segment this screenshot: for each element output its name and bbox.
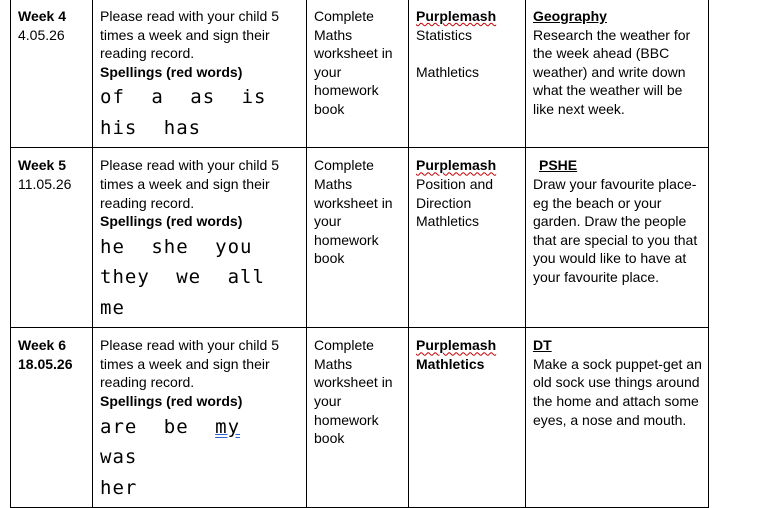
spelling-word: she <box>151 235 189 258</box>
spelling-word: be <box>163 415 189 438</box>
mathletics-label: Mathletics <box>416 63 480 80</box>
task-text: Draw your favourite place- eg the beach or your garden. Draw the people that are special to you that you would like to have at your favourite place. <box>533 175 698 285</box>
spelling-word: her <box>100 476 138 499</box>
table-row-week-4 <box>11 0 709 148</box>
week-cell <box>11 0 93 148</box>
spellings-list <box>100 232 300 324</box>
task-text: Research the weather for the week ahead (BBC weather) and write down what the weather will be like next week. <box>533 26 691 117</box>
spellings-heading: Spellings (red words) <box>100 63 243 80</box>
spelling-word: has <box>163 116 202 139</box>
purplemash-topic: Position and Direction <box>416 175 494 211</box>
subject-heading: PSHE <box>539 157 578 174</box>
reading-text: Please read with your child 5 times a week and sign their reading record. <box>100 337 279 391</box>
reading-text: Please read with your child 5 times a week and sign their reading record. <box>100 8 279 62</box>
week-label: Week 5 <box>18 157 66 174</box>
purplemash-label: Purplemash <box>416 157 497 174</box>
purplemash-cell <box>409 0 526 148</box>
purplemash-cell <box>409 328 526 508</box>
topic-cell <box>526 0 709 148</box>
spellings-heading: Spellings (red words) <box>100 213 243 230</box>
maths-cell <box>307 148 409 328</box>
maths-text: Complete Maths worksheet in your homework book <box>314 8 393 117</box>
subject-heading: DT <box>533 337 552 354</box>
homework-table <box>10 0 709 508</box>
subject-heading: Geography <box>533 8 607 24</box>
spellings-list <box>100 82 300 143</box>
week-date: 18.05.26 <box>18 355 73 372</box>
spellings-heading: Spellings (red words) <box>100 393 243 410</box>
table-row-week-6 <box>11 328 709 508</box>
spelling-word: they <box>100 266 150 289</box>
spelling-word: his <box>100 116 138 139</box>
week-cell <box>11 148 93 328</box>
mathletics-label: Mathletics <box>416 355 485 372</box>
maths-cell <box>307 0 409 148</box>
mathletics-label: Mathletics <box>416 213 480 230</box>
spelling-word: was <box>100 446 138 469</box>
week-cell <box>11 328 93 508</box>
purplemash-topic: Statistics <box>416 26 473 43</box>
topic-cell <box>526 328 709 508</box>
week-date: 4.05.26 <box>18 26 65 43</box>
week-label: Week 6 <box>18 337 66 354</box>
purplemash-label: Purplemash <box>416 8 497 24</box>
spelling-word: all <box>227 266 265 289</box>
spelling-word: he <box>100 235 125 258</box>
spelling-word: is <box>241 86 267 109</box>
reading-cell <box>93 0 307 148</box>
spellings-list <box>100 412 300 504</box>
spelling-word: you <box>215 235 253 258</box>
spelling-word: me <box>100 296 125 319</box>
maths-cell <box>307 328 409 508</box>
table-row-week-5 <box>11 148 709 328</box>
purplemash-label: Purplemash <box>416 337 497 354</box>
spelling-word: are <box>100 415 138 438</box>
reading-cell <box>93 328 307 508</box>
maths-text: Complete Maths worksheet in your homework book <box>314 337 393 447</box>
spelling-word: a <box>151 86 164 109</box>
week-date: 11.05.26 <box>18 175 72 192</box>
reading-text: Please read with your child 5 times a week and sign their reading record. <box>100 157 279 211</box>
topic-cell <box>526 148 709 328</box>
week-label: Week 4 <box>18 8 66 24</box>
task-text: Make a sock puppet-get an old sock use things around the home and attach some eyes, a nose and mouth. <box>533 355 702 428</box>
spelling-word: we <box>176 266 202 289</box>
spelling-word: of <box>100 86 125 109</box>
purplemash-cell <box>409 148 526 328</box>
spelling-word: as <box>190 86 216 109</box>
maths-text: Complete Maths worksheet in your homework book <box>314 157 393 267</box>
reading-cell <box>93 148 307 328</box>
spelling-word: my <box>215 415 241 438</box>
